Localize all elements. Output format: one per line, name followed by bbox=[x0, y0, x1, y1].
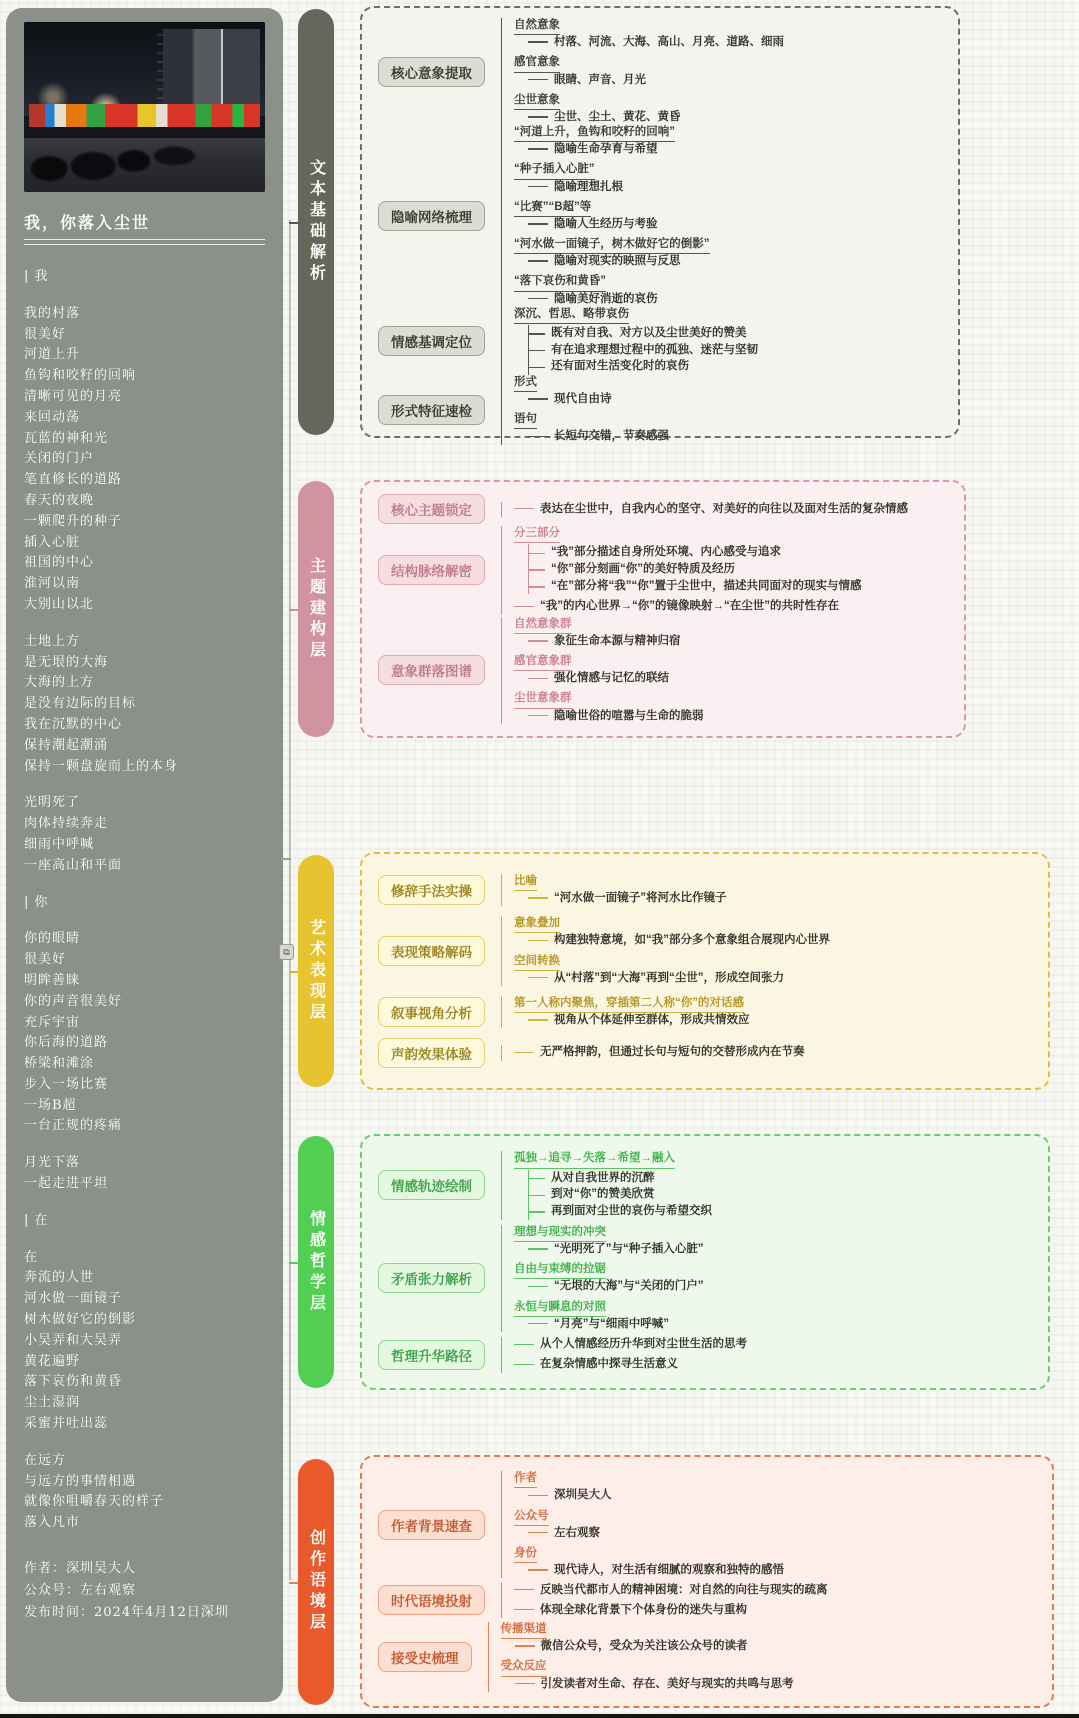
leaf-text[interactable]: 隐喻世俗的喧嚣与生命的脆弱 bbox=[528, 709, 948, 724]
map-subtopic bbox=[514, 874, 1032, 906]
poem-stanza bbox=[24, 1211, 265, 1232]
poem-line: | 你 bbox=[24, 894, 49, 910]
edge-label[interactable]: 形式 bbox=[514, 375, 537, 392]
map-subtopic bbox=[501, 1659, 1037, 1691]
map-node-row bbox=[378, 1337, 1032, 1372]
map-node[interactable]: 声韵效果体验 bbox=[378, 1038, 485, 1068]
map-node[interactable]: 时代语境投射 bbox=[378, 1585, 485, 1615]
leaf-group bbox=[528, 325, 942, 375]
branch-pill-emotion-philosophy[interactable]: 情感哲学层 bbox=[298, 1136, 334, 1388]
poem-line: 奔流的人世 bbox=[24, 1270, 95, 1286]
map-node-row bbox=[378, 916, 1032, 986]
map-subtopic bbox=[514, 18, 942, 50]
map-node[interactable]: 叙事视角分析 bbox=[378, 997, 485, 1027]
poem-line: 步入一场比赛 bbox=[24, 1076, 109, 1092]
poem-line: 祖国的中心 bbox=[24, 555, 95, 571]
map-node-row bbox=[378, 125, 942, 307]
edge-label[interactable]: 分三部分 bbox=[514, 526, 560, 543]
poem-line: 树木做好它的倒影 bbox=[24, 1312, 137, 1328]
poem-title: 我，你落入尘世 bbox=[24, 213, 151, 232]
map-subtopic bbox=[514, 1546, 1036, 1578]
poem-line: 月光下落 bbox=[24, 1155, 81, 1171]
poem-stanza bbox=[24, 793, 265, 876]
edge-label[interactable]: 语句 bbox=[514, 412, 537, 429]
map-children bbox=[501, 617, 948, 724]
map-node-row bbox=[378, 494, 948, 524]
poem-line: 大别山以北 bbox=[24, 596, 95, 612]
poem-line: 我在沉默的中心 bbox=[24, 716, 123, 732]
map-node[interactable]: 核心主题锁定 bbox=[378, 494, 485, 524]
poem-line: 鱼钩和咬籽的回响 bbox=[24, 368, 137, 384]
map-subtopic bbox=[514, 1583, 1036, 1598]
map-node[interactable]: 情感轨迹绘制 bbox=[378, 1170, 485, 1200]
poem-stanza bbox=[24, 632, 265, 778]
edge-label[interactable]: 自然意象群 bbox=[514, 617, 572, 634]
poem-line: 采蜜并吐出蕊 bbox=[24, 1416, 109, 1432]
poem-line: 保持潮起潮涌 bbox=[24, 737, 109, 753]
leaf-text[interactable]: 隐喻生命孕育与希望 bbox=[528, 142, 942, 157]
poem-line: 是无垠的大海 bbox=[24, 654, 109, 670]
leaf-text[interactable]: “在”部分将“我”“你”置于尘世中，描述共同面对的现实与情感 bbox=[529, 578, 948, 595]
leaf-text[interactable]: 构建独特意境，如“我”部分多个意象组合展现内心世界 bbox=[528, 933, 1032, 948]
edge-label[interactable]: “种子插入心脏” bbox=[514, 162, 595, 179]
edge-label[interactable]: 自然意象 bbox=[514, 18, 560, 35]
leaf-text[interactable]: 村落、河流、大海、高山、月亮、道路、细雨 bbox=[528, 35, 942, 50]
map-subtopic bbox=[514, 954, 1032, 986]
poem-line: 一座高山和平面 bbox=[24, 857, 123, 873]
poem-line: 与远方的事情相遇 bbox=[24, 1473, 137, 1489]
branch-theme-construction bbox=[298, 480, 966, 738]
leaf-text[interactable]: 既有对自我、对方以及尘世美好的赞美 bbox=[529, 325, 942, 342]
account-line: 公众号：左右观察 bbox=[24, 1583, 137, 1599]
poem-body bbox=[24, 267, 265, 1534]
poem-stanza bbox=[24, 1248, 265, 1435]
edge-label[interactable]: 尘世意象 bbox=[514, 93, 560, 110]
map-children bbox=[501, 1045, 1032, 1060]
edge-label[interactable]: “河水做一面镜子，树木做好它的倒影” bbox=[514, 237, 710, 254]
map-subtopic bbox=[514, 599, 948, 614]
map-subtopic bbox=[514, 996, 1032, 1028]
leaf-text[interactable]: “河水做一面镜子”将河水比作镜子 bbox=[528, 891, 1032, 906]
connector-root-stub bbox=[281, 858, 291, 860]
night-street-photo bbox=[24, 22, 265, 192]
map-node[interactable]: 接受史梳理 bbox=[378, 1642, 472, 1672]
map-subtopic bbox=[514, 375, 942, 407]
map-node-row bbox=[378, 1583, 1036, 1618]
map-node[interactable]: 修辞手法实操 bbox=[378, 875, 485, 905]
leaf-text[interactable]: 从“村落”到“大海”再到“尘世”，形成空间张力 bbox=[528, 971, 1032, 986]
photo-neon-signs bbox=[29, 104, 260, 128]
poem-stanza bbox=[24, 1451, 265, 1534]
map-children bbox=[501, 125, 942, 307]
map-node[interactable]: 表现策略解码 bbox=[378, 936, 485, 966]
poem-line: 笔直修长的道路 bbox=[24, 472, 123, 488]
map-children bbox=[501, 307, 942, 375]
poem-line: 是没有边际的目标 bbox=[24, 696, 137, 712]
poem-line: 很美好 bbox=[24, 952, 67, 968]
map-children bbox=[501, 375, 942, 445]
map-subtopic bbox=[514, 55, 942, 87]
leaf-text[interactable]: 现代自由诗 bbox=[528, 392, 942, 407]
edge-label[interactable]: 感官意象 bbox=[514, 55, 560, 72]
map-children bbox=[501, 1471, 1036, 1578]
leaf-text[interactable]: “月亮”与“细雨中呼喊” bbox=[528, 1317, 1032, 1332]
poem-line: 桥梁和滩涂 bbox=[24, 1056, 95, 1072]
poem-line: 我的村落 bbox=[24, 305, 81, 321]
poem-line: 细雨中呼喊 bbox=[24, 836, 95, 852]
map-node[interactable]: 作者背景速查 bbox=[378, 1510, 485, 1540]
map-subtopic bbox=[514, 1262, 1032, 1294]
poem-line: 小吴弄和大吴弄 bbox=[24, 1332, 123, 1348]
photo-motorbikes bbox=[29, 138, 198, 189]
edge-label[interactable]: 空间转换 bbox=[514, 954, 560, 971]
edge-label[interactable]: 身份 bbox=[514, 1546, 537, 1563]
poem-footer bbox=[24, 1558, 265, 1624]
edge-label[interactable]: 意象叠加 bbox=[514, 916, 560, 933]
edge-label[interactable]: 受众反应 bbox=[501, 1659, 547, 1676]
map-subtopic bbox=[514, 200, 942, 232]
poem-line: 你后海的道路 bbox=[24, 1035, 109, 1051]
poem-line: 在远方 bbox=[24, 1452, 67, 1468]
leaf-text[interactable]: 眼睛、声音、月光 bbox=[528, 73, 942, 88]
leaf-text[interactable]: 引发读者对生命、存在、美好与现实的共鸣与思考 bbox=[515, 1677, 1037, 1692]
leaf-group bbox=[528, 1170, 1032, 1220]
map-subtopic bbox=[514, 1151, 1032, 1219]
edge-label[interactable]: 作者 bbox=[514, 1471, 537, 1488]
branch-emotion-philosophy bbox=[298, 1134, 1050, 1390]
map-node-row bbox=[378, 18, 942, 125]
map-children bbox=[501, 526, 948, 614]
edge-label[interactable]: “比赛”“B超”等 bbox=[514, 200, 591, 217]
edge-label[interactable]: “河道上升，鱼钩和咬籽的回响” bbox=[514, 125, 675, 142]
map-children bbox=[488, 1622, 1037, 1692]
map-node-row bbox=[378, 1471, 1036, 1578]
poem-line: 插入心脏 bbox=[24, 534, 81, 550]
poem-line: 充斥宇宙 bbox=[24, 1014, 81, 1030]
leaf-text[interactable]: 现代诗人，对生活有细腻的观察和独特的感悟 bbox=[528, 1563, 1036, 1578]
poem-line: 肉体持续奔走 bbox=[24, 816, 109, 832]
branch-box-creation-context bbox=[360, 1455, 1054, 1708]
title-divider bbox=[24, 239, 265, 245]
map-node-row bbox=[378, 874, 1032, 906]
edge-label[interactable]: 孤独→追寻→失落→希望→融入 bbox=[514, 1151, 675, 1168]
map-children bbox=[501, 916, 1032, 986]
map-subtopic bbox=[514, 125, 942, 157]
poem-line: 来回动荡 bbox=[24, 409, 81, 425]
map-node-row bbox=[378, 1151, 1032, 1219]
map-subtopic bbox=[514, 617, 948, 649]
branch-box-text-basics bbox=[360, 6, 960, 443]
branch-pill-text-basics[interactable]: 文本基础解析 bbox=[298, 9, 334, 435]
map-children bbox=[501, 1337, 1032, 1372]
poem-line: 明眸善睐 bbox=[24, 972, 81, 988]
branch-pill-theme-construction[interactable]: 主题建构层 bbox=[298, 481, 334, 737]
poem-stanza bbox=[24, 304, 265, 616]
leaf-text[interactable]: “你”部分刻画“你”的美好特质及经历 bbox=[529, 561, 948, 578]
edge-label[interactable]: 第一人称内聚焦，穿插第二人称“你”的对话感 bbox=[514, 996, 744, 1013]
map-subtopic bbox=[514, 1337, 1032, 1352]
map-node[interactable]: 哲理升华路径 bbox=[378, 1340, 485, 1370]
edge-label[interactable]: 公众号 bbox=[514, 1509, 549, 1526]
map-node-row bbox=[378, 526, 948, 614]
map-subtopic bbox=[514, 93, 942, 125]
map-node-row bbox=[378, 1622, 1036, 1692]
poem-line: 一场B超 bbox=[24, 1097, 77, 1113]
map-subtopic bbox=[514, 412, 942, 444]
map-children bbox=[501, 502, 948, 517]
poem-line: 落下哀伤和黄昏 bbox=[24, 1374, 123, 1390]
map-children bbox=[501, 1225, 1032, 1332]
leaf-text[interactable]: 反映当代都市人的精神困境：对自然的向往与现实的疏离 bbox=[514, 1583, 1036, 1598]
poem-line: | 我 bbox=[24, 269, 49, 284]
poem-line: 瓦蓝的神和光 bbox=[24, 430, 109, 446]
edge-label[interactable]: 自由与束缚的拉锯 bbox=[514, 1262, 606, 1279]
map-children bbox=[501, 874, 1032, 906]
map-children bbox=[501, 18, 942, 125]
branch-box-emotion-philosophy bbox=[360, 1134, 1050, 1390]
poem-line: 就像你咀嚼春天的样子 bbox=[24, 1494, 165, 1510]
leaf-text[interactable]: 从对自我世界的沉醉 bbox=[529, 1170, 1032, 1187]
leaf-text[interactable]: 到对“你”的赞美欣赏 bbox=[529, 1186, 1032, 1203]
map-node-row bbox=[378, 375, 942, 445]
map-subtopic bbox=[514, 1357, 1032, 1372]
poem-line: 落入凡市 bbox=[24, 1515, 81, 1531]
map-node[interactable]: 矛盾张力解析 bbox=[378, 1263, 485, 1293]
poem-line: 大海的上方 bbox=[24, 675, 95, 691]
poem-line: 淮河以南 bbox=[24, 576, 81, 592]
map-children bbox=[501, 996, 1032, 1028]
edge-label[interactable]: 尘世意象群 bbox=[514, 691, 572, 708]
map-subtopic bbox=[514, 1509, 1036, 1541]
map-node-row bbox=[378, 1225, 1032, 1332]
poem-line: 清晰可见的月亮 bbox=[24, 388, 123, 404]
poem-line: 保持一颗盘旋而上的本身 bbox=[24, 758, 179, 774]
leaf-text[interactable]: “我”的内心世界→“你”的镜像映射→“在尘世”的共时性存在 bbox=[514, 599, 948, 614]
leaf-text[interactable]: “我”部分描述自身所处环境、内心感受与追求 bbox=[529, 544, 948, 561]
map-subtopic bbox=[514, 1471, 1036, 1503]
leaf-text[interactable]: 长短句交错，节奏感强 bbox=[528, 429, 942, 444]
edge-label[interactable]: “落下哀伤和黄昏” bbox=[514, 274, 606, 291]
branch-text-basics bbox=[298, 6, 960, 443]
map-subtopic bbox=[514, 654, 948, 686]
map-node-row bbox=[378, 1038, 1032, 1068]
map-subtopic bbox=[514, 274, 942, 306]
poem-line: 关闭的门户 bbox=[24, 451, 95, 467]
map-node[interactable]: 情感基调定位 bbox=[378, 326, 485, 356]
poem-line: 土地上方 bbox=[24, 633, 81, 649]
leaf-text[interactable]: 隐喻理想扎根 bbox=[528, 180, 942, 195]
poem-line: 河水做一面镜子 bbox=[24, 1291, 123, 1307]
map-node[interactable]: 结构脉络解密 bbox=[378, 555, 485, 585]
map-node[interactable]: 隐喻网络梳理 bbox=[378, 201, 485, 231]
branch-pill-creation-context[interactable]: 创作语境层 bbox=[298, 1459, 334, 1705]
connector-trunk bbox=[289, 220, 291, 1580]
map-subtopic bbox=[514, 1603, 1036, 1618]
branch-artistic-expression bbox=[298, 852, 1050, 1090]
branch-box-theme-construction bbox=[360, 480, 966, 738]
poem-line: 黄花遍野 bbox=[24, 1353, 81, 1369]
leaf-text[interactable]: 深圳吴大人 bbox=[528, 1488, 1036, 1503]
map-subtopic bbox=[514, 237, 942, 269]
leaf-text[interactable]: 体现全球化背景下个体身份的迷失与重构 bbox=[514, 1603, 1036, 1618]
map-subtopic bbox=[514, 162, 942, 194]
edge-label[interactable]: 比喻 bbox=[514, 874, 537, 891]
edge-label[interactable]: 永恒与瞬息的对照 bbox=[514, 1300, 606, 1317]
leaf-text[interactable]: 无严格押韵，但通过长句与短句的交替形成内在节奏 bbox=[514, 1045, 1032, 1060]
map-node[interactable]: 形式特征速检 bbox=[378, 395, 485, 425]
poem-stanza bbox=[24, 929, 265, 1137]
map-subtopic bbox=[514, 307, 942, 375]
map-node-row bbox=[378, 307, 942, 375]
leaf-text[interactable]: 从个人情感经历升华到对尘世生活的思考 bbox=[514, 1337, 1032, 1352]
map-subtopic bbox=[501, 1622, 1037, 1654]
leaf-text[interactable]: 隐喻美好消逝的哀伤 bbox=[528, 292, 942, 307]
attachment-icon[interactable]: ⧉ bbox=[279, 944, 294, 960]
leaf-text[interactable]: 有在追求理想过程中的孤独、迷茫与坚韧 bbox=[529, 342, 942, 359]
poem-line: 春天的夜晚 bbox=[24, 492, 95, 508]
map-subtopic bbox=[514, 502, 948, 517]
leaf-text[interactable]: 左右观察 bbox=[528, 1526, 1036, 1541]
leaf-text[interactable]: 还有面对生活变化时的哀伤 bbox=[529, 358, 942, 375]
map-node-row bbox=[378, 996, 1032, 1028]
map-node-row bbox=[378, 617, 948, 724]
leaf-text[interactable]: 强化情感与记忆的联结 bbox=[528, 671, 948, 686]
map-subtopic bbox=[514, 1300, 1032, 1332]
map-children bbox=[501, 1583, 1036, 1618]
poem-line: 河道上升 bbox=[24, 347, 81, 363]
map-subtopic bbox=[514, 916, 1032, 948]
leaf-text[interactable]: 微信公众号，受众为关注该公众号的读者 bbox=[515, 1639, 1037, 1654]
poem-stanza bbox=[24, 1153, 265, 1195]
leaf-text[interactable]: 隐喻人生经历与考验 bbox=[528, 217, 942, 232]
poem-line: 光明死了 bbox=[24, 795, 81, 811]
leaf-text[interactable]: “无垠的大海”与“关闭的门户” bbox=[528, 1279, 1032, 1294]
poem-line: 你的眼睛 bbox=[24, 931, 81, 947]
poem-sidebar bbox=[6, 8, 283, 1702]
poem-line: 很美好 bbox=[24, 326, 67, 342]
poem-line: 你的声音很美好 bbox=[24, 993, 123, 1009]
map-children bbox=[501, 1151, 1032, 1219]
publish-line: 发布时间：2024年4月12日深圳 bbox=[24, 1605, 229, 1621]
leaf-group bbox=[528, 544, 948, 594]
map-node[interactable]: 核心意象提取 bbox=[378, 57, 485, 87]
poem-line: | 在 bbox=[24, 1212, 49, 1228]
leaf-text[interactable]: “光明死了”与“种子插入心脏” bbox=[528, 1242, 1032, 1257]
leaf-text[interactable]: 视角从个体延伸至群体，形成共情效应 bbox=[528, 1013, 1032, 1028]
edge-label[interactable]: 感官意象群 bbox=[514, 654, 572, 671]
poem-line: 一台正规的疼痛 bbox=[24, 1118, 123, 1134]
leaf-text[interactable]: 在复杂情感中探寻生活意义 bbox=[514, 1357, 1032, 1372]
leaf-text[interactable]: 再到面对尘世的哀伤与希望交织 bbox=[529, 1203, 1032, 1220]
poem-line: 一颗爬升的种子 bbox=[24, 513, 123, 529]
poem-stanza bbox=[24, 893, 265, 914]
map-subtopic bbox=[514, 691, 948, 723]
edge-label[interactable]: 理想与现实的冲突 bbox=[514, 1225, 606, 1242]
leaf-text[interactable]: 尘世、尘土、黄花、黄昏 bbox=[528, 110, 942, 125]
leaf-text[interactable]: 表达在尘世中，自我内心的坚守、对美好的向往以及面对生活的复杂情感 bbox=[514, 502, 948, 517]
poem-stanza bbox=[24, 267, 265, 288]
branch-box-artistic-expression bbox=[360, 852, 1050, 1090]
map-subtopic bbox=[514, 1225, 1032, 1257]
map-node[interactable]: 意象群落图谱 bbox=[378, 655, 485, 685]
map-subtopic bbox=[514, 526, 948, 594]
edge-label[interactable]: 传播渠道 bbox=[501, 1622, 547, 1639]
branch-creation-context bbox=[298, 1455, 1054, 1708]
poem-line: 一起走进平坦 bbox=[24, 1176, 109, 1192]
poem-line: 尘土湿润 bbox=[24, 1395, 81, 1411]
author-line: 作者：深圳吴大人 bbox=[24, 1561, 137, 1577]
leaf-text[interactable]: 隐喻对现实的映照与反思 bbox=[528, 254, 942, 269]
poem-line: 在 bbox=[24, 1249, 39, 1265]
branch-pill-artistic-expression[interactable]: 艺术表现层 bbox=[298, 855, 334, 1087]
map-subtopic bbox=[514, 1045, 1032, 1060]
edge-label[interactable]: 深沉、哲思、略带哀伤 bbox=[514, 307, 629, 324]
leaf-text[interactable]: 象征生命本源与精神归宿 bbox=[528, 634, 948, 649]
